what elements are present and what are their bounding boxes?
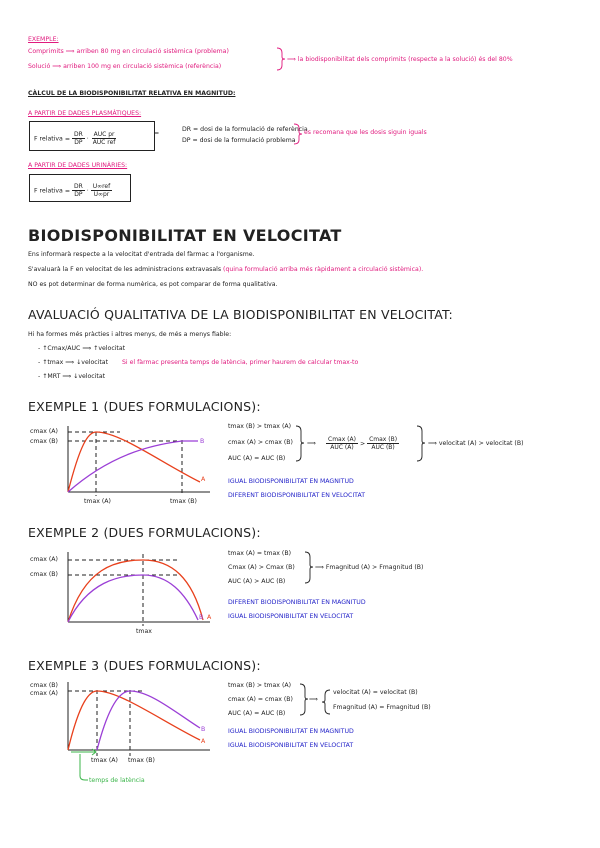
def-dr: DR = dosi de la formulació de referència [182, 126, 308, 133]
ex1-implies: ⟹ [307, 440, 316, 447]
velocity-title: BIODISPONIBILITAT EN VELOCITAT [28, 226, 342, 245]
ex2-cmax-a: cmax (A) [30, 556, 58, 563]
example-2-title: EXEMPLE 2 (DUES FORMULACIONS): [28, 525, 261, 540]
multiply-dot-2: · [86, 187, 89, 195]
ex3-tmax-b: tmax (B) [128, 757, 155, 764]
u-pr-den: U∞pr [93, 191, 110, 198]
qualitative-title: AVALUACIÓ QUALITATIVA DE LA BIODISPONIBILITAT EN VELOCITAT: [28, 307, 453, 322]
ex1-label-a: A [201, 476, 206, 483]
ex3-relation-3: AUC (A) = AUC (B) [228, 710, 286, 717]
qualitative-bullet-3: - ↑MRT ⟹ ↓velocitat [38, 373, 106, 380]
plasma-data-label: A PARTIR DE DADES PLASMÀTIQUES: [28, 110, 142, 117]
ex3-cmax-b: cmax (B) [30, 682, 58, 689]
ex2-cmax-b: cmax (B) [30, 571, 58, 578]
ex3-result-2: Fmagnitud (A) = Fmagnitud (B) [333, 704, 431, 711]
dp-den: DP [74, 139, 83, 146]
ex3-result-1: velocitat (A) = velocitat (B) [333, 689, 418, 696]
ex2-label-a: A [207, 614, 212, 621]
ex3-label-a: A [201, 738, 206, 745]
equal-dose-note: es recomana que les dosis siguin iguals [304, 129, 427, 136]
ex3-conclusion-2: IGUAL BIODISPONIBILITAT EN VELOCITAT [228, 742, 354, 749]
ex1-relation-1: tmax (B) > tmax (A) [228, 423, 291, 430]
ex3-latency-label: temps de latència [89, 777, 145, 784]
ex3-implies: ⟹ [309, 696, 318, 703]
urine-data-label: A PARTIR DE DADES URINÀRIES: [28, 162, 128, 169]
ex1-gt: > [359, 440, 366, 448]
qualitative-bullet-1: - ↑Cmax/AUC ⟹ ↑velocitat [38, 345, 126, 352]
f-relativa-label-2: F relativa = [34, 187, 71, 195]
magnitude-title: CÀLCUL DE LA BIODISPONIBILITAT RELATIVA EN MAGNITUD: [28, 90, 236, 97]
ex2-relation-3: AUC (A) > AUC (B) [228, 578, 286, 585]
qualitative-bullet-2: - ↑tmax ⟹ ↓velocitat [38, 359, 109, 366]
ex3-tmax-a: tmax (A) [91, 757, 118, 764]
ex3-cmax-a: cmax (A) [30, 690, 58, 697]
ex1-cmax-b: cmax (B) [30, 438, 58, 445]
ex1-frac-a-num: Cmax (A) [328, 436, 356, 443]
ex1-conclusion-1: IGUAL BIODISPONIBILITAT EN MAGNITUD [228, 478, 354, 485]
example-item-1: Comprimits ⟹ arriben 80 mg en circulació sistèmica (problema) [28, 48, 229, 55]
ex1-tmax-a: tmax (A) [84, 498, 111, 505]
example-item-2: Solució ⟹ arriben 100 mg en circulació sistèmica (referència) [28, 63, 222, 70]
velocity-line-3: NO es pot determinar de forma numèrica, es pot comparar de forma qualitativa. [28, 281, 278, 288]
ex2-relation-1: tmax (A) = tmax (B) [228, 550, 291, 557]
velocity-line-1: Ens informarà respecte a la velocitat d'entrada del fàrmac a l'organisme. [28, 251, 255, 258]
ex2-conclusion-1: DIFERENT BIODISPONIBILITAT EN MAGNITUD [228, 599, 366, 606]
ex2-result: ⟹ Fmagnitud (A) > Fmagnitud (B) [315, 564, 424, 571]
qualitative-intro: Hi ha formes més pràcties i altres menys, de més a menys fiable: [28, 331, 232, 338]
ex3-relation-1: tmax (B) > tmax (A) [228, 682, 291, 689]
ex2-conclusion-2: IGUAL BIODISPONIBILITAT EN VELOCITAT [228, 613, 354, 620]
ex1-frac-b-num: Cmax (B) [369, 436, 398, 443]
multiply-dot: · [86, 135, 89, 143]
ex1-relation-2: cmax (A) > cmax (B) [228, 439, 293, 446]
example-label: EXEMPLE: [28, 36, 59, 43]
auc-r-den: AUC ref [92, 139, 116, 146]
dr-num-2: DR [73, 183, 83, 190]
velocity-line-2b: (quina formulació arriba més ràpidament a circulació sistèmica). [223, 266, 424, 273]
dr-num: DR [73, 131, 83, 138]
velocity-line-2a: S'avaluarà la F en velocitat de les administracions extravasals [28, 266, 224, 273]
ex1-conclusion-2: DIFERENT BIODISPONIBILITAT EN VELOCITAT [228, 492, 366, 499]
ex1-cmax-a: cmax (A) [30, 428, 58, 435]
ex1-relation-3: AUC (A) = AUC (B) [228, 455, 286, 462]
ex2-relation-2: Cmax (A) > Cmax (B) [228, 564, 295, 571]
plasma-formula-eq: = [154, 130, 160, 137]
example-conclusion: ⟹ la biodisponibilitat dels comprimits (respecte a la solució) és del 80% [287, 56, 513, 63]
ex2-tmax: tmax [136, 628, 152, 635]
latency-note: Si el fàrmac presenta temps de latència, primer haurem de calcular tmax-to [122, 359, 359, 366]
ex1-label-b: B [200, 438, 205, 445]
example-3-title: EXEMPLE 3 (DUES FORMULACIONS): [28, 658, 261, 673]
ex2-label-b: B [199, 614, 204, 621]
u-ref-num: U∞ref [92, 183, 111, 190]
def-dp: DP = dosi de la formulació problema [182, 137, 296, 144]
auc-p-num: AUC pr [93, 131, 115, 138]
ex3-relation-2: cmax (A) = cmax (B) [228, 696, 293, 703]
ex1-frac-b-den: AUC (B) [371, 444, 395, 451]
ex3-label-b: B [201, 726, 206, 733]
f-relativa-label: F relativa = [34, 135, 71, 143]
ex3-conclusion-1: IGUAL BIODISPONIBILITAT EN MAGNITUD [228, 728, 354, 735]
ex1-tmax-b: tmax (B) [170, 498, 197, 505]
ex1-result: ⟹ velocitat (A) > velocitat (B) [428, 440, 524, 447]
dp-den-2: DP [74, 191, 83, 198]
ex1-frac-a-den: AUC (A) [330, 444, 354, 451]
example-1-title: EXEMPLE 1 (DUES FORMULACIONS): [28, 399, 261, 414]
